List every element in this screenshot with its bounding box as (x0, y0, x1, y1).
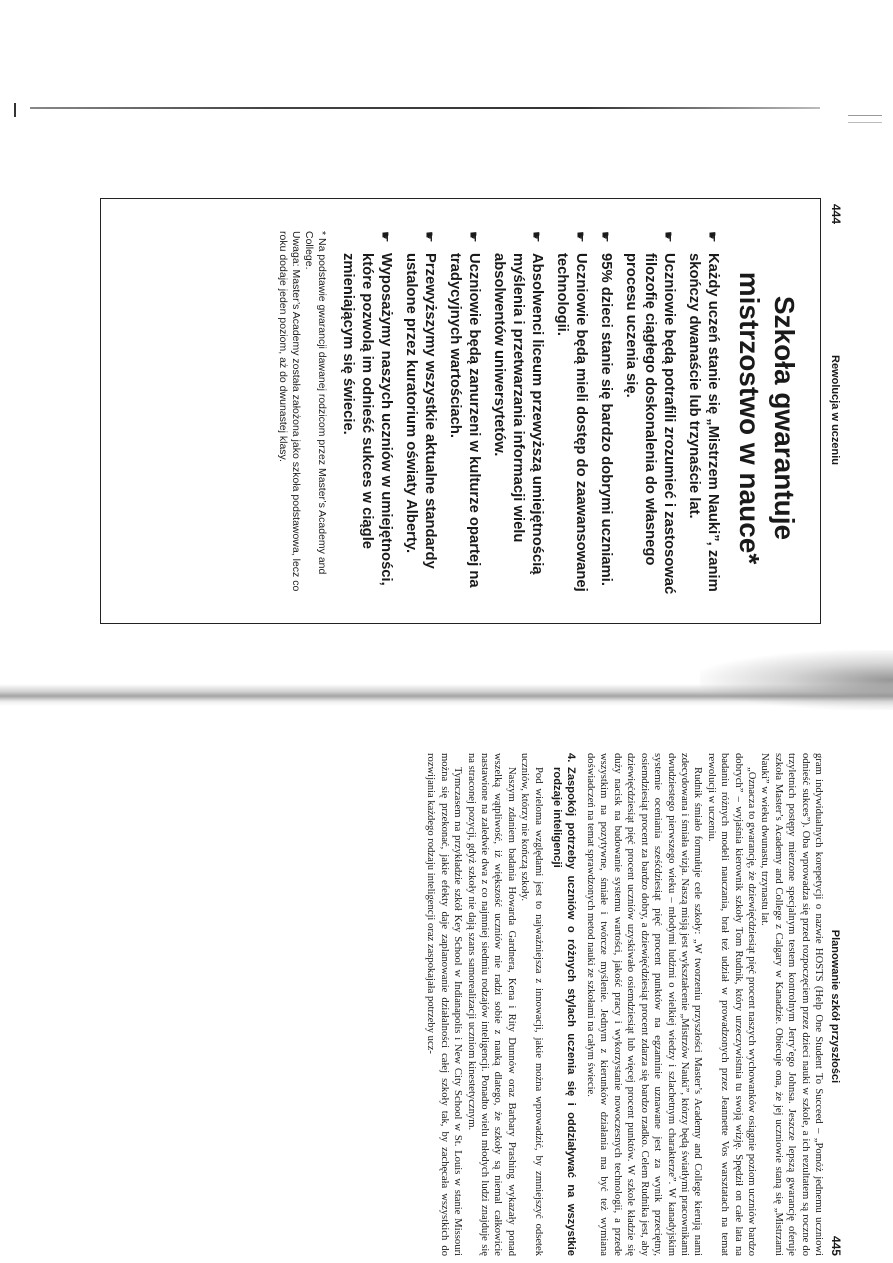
running-head (825, 747, 843, 1262)
section-number: 4. (564, 753, 577, 763)
page-444 (78, 198, 843, 626)
scan-edge-line (30, 107, 820, 109)
hand-pointer-icon: ☛ (598, 231, 613, 243)
page-445 (70, 747, 843, 1262)
paragraph: gram indywidualnych korepetycji o nazwie HOSTS (Help One Student To Succeed – „Pomóż jednemu uczniowi odnieść sukces”). Oba wprowadza się przed rozpoczęciem przez dzieci nauki w szkole, a ich rezultatem są roczne do trzyletnich postępy mierzone specjalnym testem kontrolnym Jerry’ego Johnsa. Jeszcze lepszą gwarancję oferuje szkoła Master’s Academy and College z Calgary w Kanadzie. Obiecuje ona, że jej uczniowie staną się „Mistrzami Nauki” w wieku dwunastu, trzynastu lat. (759, 753, 824, 1256)
page-number: 444 (829, 204, 843, 225)
box-title: Szkoła gwarantuje mistrzostwo w nauce* (734, 271, 800, 565)
page-fold-shadow (700, 650, 893, 710)
scan-mark (848, 115, 882, 123)
running-title: Planowanie szkół przyszłości (829, 929, 841, 1084)
paragraph: „Oznacza to gwarancję, że dziewięćdziesiąt pięć procent naszych wychowanków osiągnie poziom uczniów bardzo dobrych” – wyjaśnia kierownik szkoły Tom Rudnik, który urzeczywistnia tu swoją wizję. Spędził on całe lata na badaniu różnych modeli nauczania, brał też udział w prowadzonych przez Jeannette Vos warsztatach na temat rewolucji w uczeniu. (705, 753, 757, 1256)
paragraph: Naszym zdaniem badania Howarda Gardnera, Kena i Rity Dunnów oraz Barbary Prashing wykazały ponad wszelką wątpliwość, iż większość uczniów nie radzi sobie z nauką dlatego, że szkoły są niemal całkowicie nastawione na zaledwie dwa z co najmniej siedmiu rodzajów inteligencji. Ponadto wielu młodych ludzi znajduje się na straconej pozycji, gdyż szkoły nie dają szans samorealizacji uczniom kinestetycznym. (465, 753, 517, 1256)
footnote: * Na podstawie gwarancji dawanej rodzicom przez Master’s Academy and College. (303, 231, 328, 575)
scan-mark (14, 103, 16, 117)
list-item: ☛ Wyposażymy naszych uczniów w umiejętności, które pozwolą im odnieść sukces w ciągle zmieniającym się świecie. (340, 231, 394, 586)
running-title: Rewolucja w uczeniu (829, 355, 841, 466)
paragraph: Pod wieloma względami jest to najważniejsza z innowacji, jakie można wprowadzić, by zmniejszyć odsetek uczniów, którzy nie kończą szkoły. (519, 753, 544, 1256)
hand-pointer-icon: ☛ (378, 231, 393, 243)
running-head (825, 198, 843, 626)
page-number: 445 (829, 1235, 843, 1256)
list-item: ☛ Przewyższymy wszystkie aktualne standardy ustalone przez kuratorium oświaty Alberty. (403, 231, 438, 569)
paragraph: Rudnik śmiało formułuje cele szkoły: „W tworzeniu przyszłości Master’s Academy and College kierują nami zdecydowana i śmiała wizja. Naszą misją jest wykształcenie „Mistrzów Nauki”, którzy będą światłymi pracownikami dwudziestego pierwszego wieku – młodymi ludźmi o wielkiej wiedzy i szlachetnym charakterze”. W kanadyjskim systemie oceniania sześćdziesiąt pięć procent punktów na egzaminie uznawane jest za wynik przeciętny, osiemdziesiąt procent za bardzo dobry, a dziewięćdziesiąt procent zdarza się bardzo rzadko. Celem Rudnika jest, aby dziewięćdziesiąt pięć procent uczniów uzyskiwało osiemdziesiąt lub więcej procent punktów. W szkole kładzie się duży nacisk na budowanie systemu wartości, jakość pracy i wykorzystanie nowoczesnych technologii, a przede wszystkim na pozytywne, śmiałe i twórcze myślenie. Jednym z kierunków działania ma być też wymiana doświadczeń na temat sprawdzonych metod nauki ze szkołami na całym świecie. (585, 753, 704, 1256)
guarantee-box (100, 198, 821, 624)
list-item: ☛ Uczniowie będą potrafili zrozumieć i zastosować filozofię ciągłego doskonalenia do własnego procesu uczenia się. (623, 231, 677, 595)
list-item: ☛ 95% dzieci stanie się bardzo dobrymi uczniami. (598, 231, 614, 587)
body-text (424, 747, 825, 1262)
hand-pointer-icon: ☛ (466, 231, 481, 243)
paragraph: Tymczasem na przykładzie szkół Key School w Indianapolis i New City School w St. Louis w stanie Missouri można się przekonać, jakie efekty daje zaplanowanie działalności całej szkoły tak, by zachęcała wszystkich do rozwijania każdego rodzaju inteligencji oraz zaspokajała potrzeby ucz- (425, 753, 464, 1256)
box-notes (276, 231, 328, 605)
hand-pointer-icon: ☛ (661, 231, 676, 243)
list-item: ☛ Uczniowie będą zanurzeni w kulturze opartej na tradycyjnych wartościach. (447, 231, 482, 588)
list-item: ☛ Każdy uczeń stanie się „Mistrzem Nauki”, zanim skończy dwanaście lub trzynaście lat. (686, 231, 721, 592)
hand-pointer-icon: ☛ (422, 231, 437, 243)
hand-pointer-icon: ☛ (529, 231, 544, 243)
list-item: ☛ Uczniowie będą mieli dostęp do zaawansowanej technologii. (554, 231, 589, 592)
hand-pointer-icon: ☛ (705, 231, 720, 243)
note: Uwaga: Master’s Academy została założona jako szkoła podstawowa, lecz co roku dodaje jeden poziom, aż do dwunastej klasy. (277, 231, 302, 592)
list-item: ☛ Absolwenci liceum przewyższą umiejętnością myślenia i przetwarzania informacji wielu absolwentów uniwersytetów. (491, 231, 545, 575)
hand-pointer-icon: ☛ (573, 231, 588, 243)
guarantee-list (338, 231, 722, 605)
section-heading (550, 753, 578, 1256)
section-title: Zaspokój potrzeby uczniów o różnych stylach uczenia się i oddziaływać na wszystkie rodzaje inteligencji (550, 767, 577, 1256)
